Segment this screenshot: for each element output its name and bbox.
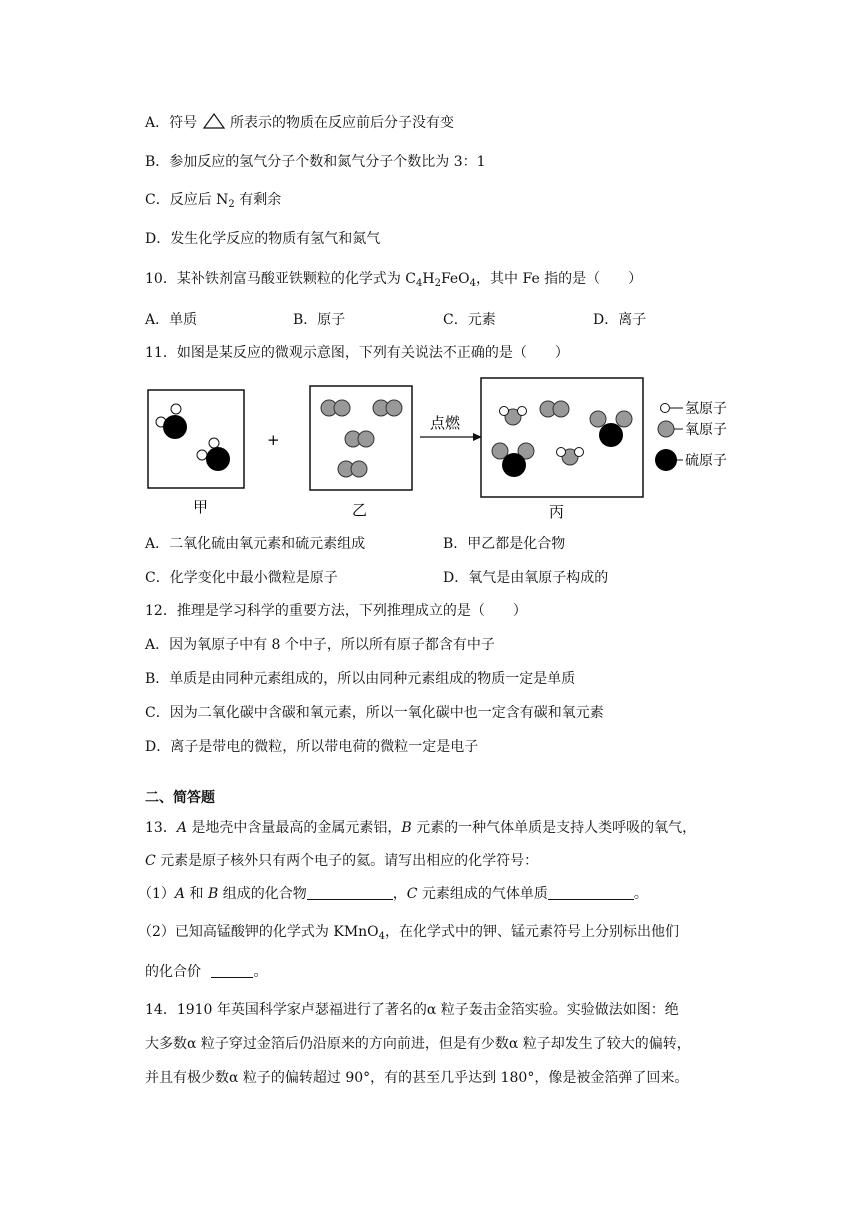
legend-oxygen [658,421,727,438]
answer-blank[interactable] [211,963,253,978]
q10-option-a: A．单质 [145,312,198,328]
q10-option-b: B．原子 [293,312,346,328]
q11-option-b: B．甲乙都是化合物 [443,536,566,552]
q12-option-d: D．离子是带电的微粒，所以带电荷的微粒一定是电子 [145,739,479,755]
label-bing: 丙 [549,503,565,521]
svg-text:氢原子: 氢原子 [685,401,727,417]
reaction-diagram [140,375,780,525]
q13-part1: （1）A 和 B 组成的化合物 ，C 元素组成的气体单质 。 [138,886,648,902]
section-heading: 二、简答题 [145,790,215,806]
q13-stem-line1: 13．A 是地壳中含量最高的金属元素铝，B 元素的一种气体单质是支持人类呼吸的氧气， [145,820,697,836]
legend-hydrogen [661,401,728,417]
arrow-label: 点燃 [430,414,461,432]
q10-option-d: D．离子 [593,312,647,328]
q10-stem: 10．某补铁剂富马酸亚铁颗粒的化学式为 $C_4H_2FeO_4$，其中 Fe 指的是（ ） [145,271,643,289]
q13-stem-line2: C 元素是原子核外只有两个电子的氦。请写出相应的化学符号： [145,853,539,869]
q14-line1: 14．1910 年英国科学家卢瑟福进行了著名的α 粒子轰击金箔实验。实验做法如图：绝 [145,1002,679,1018]
q12-stem: 12．推理是学习科学的重要方法，下列推理成立的是（ ） [145,603,527,619]
plus-sign: + [267,431,280,449]
q13-part2-line2: 的化合价 。 [145,964,268,980]
q12-option-b: B．单质是由同种元素组成的，所以由同种元素组成的物质一定是单质 [145,671,576,687]
q14-line2: 大多数α 粒子穿过金箔后仍沿原来的方向前进，但是有少数α 粒子却发生了较大的偏转， [145,1036,691,1052]
legend-sulfur [655,449,727,471]
q9-option-b: B．参加反应的氢气分子个数和氮气分子个数比为 3：1 [145,154,486,170]
q9-option-a: A．符号 所表示的物质在反应前后分子没有变 [145,112,454,133]
label-yi: 乙 [352,501,368,519]
q11-stem: 11．如图是某反应的微观示意图，下列有关说法不正确的是（ ） [145,345,569,361]
q12-option-c: C．因为二氧化碳中含碳和氧元素，所以一氧化碳中也一定含有碳和氧元素 [145,705,604,721]
label-jia: 甲 [193,498,209,516]
box-jia [148,390,244,488]
q13-part2-line1: （2）已知高锰酸钾的化学式为 KMnO$_4$，在化学式中的钾、锰元素符号上分别标出他们 [138,924,680,942]
q11-option-a: A．二氧化硫由氧元素和硫元素组成 [145,536,366,552]
q11-option-d: D．氧气是由氧原子构成的 [443,570,609,586]
triangle-symbol-icon [202,112,226,130]
q14-line3: 并且有极少数α 粒子的偏转超过 90°，有的甚至几乎达到 180°，像是被金箔弹了回来。 [145,1070,689,1086]
answer-blank[interactable] [307,885,393,900]
q9-option-d: D．发生化学反应的物质有氢气和氮气 [145,231,381,247]
q11-option-c: C．化学变化中最小微粒是原子 [145,570,338,586]
q10-option-c: C．元素 [443,312,496,328]
q12-option-a: A．因为氧原子中有 8 个中子，所以所有原子都含有中子 [145,637,495,653]
svg-text:硫原子: 硫原子 [685,453,727,469]
answer-blank[interactable] [548,885,634,900]
q9-option-c: C．反应后 $N_2$ 有剩余 [145,192,282,210]
svg-text:氧原子: 氧原子 [685,422,727,438]
